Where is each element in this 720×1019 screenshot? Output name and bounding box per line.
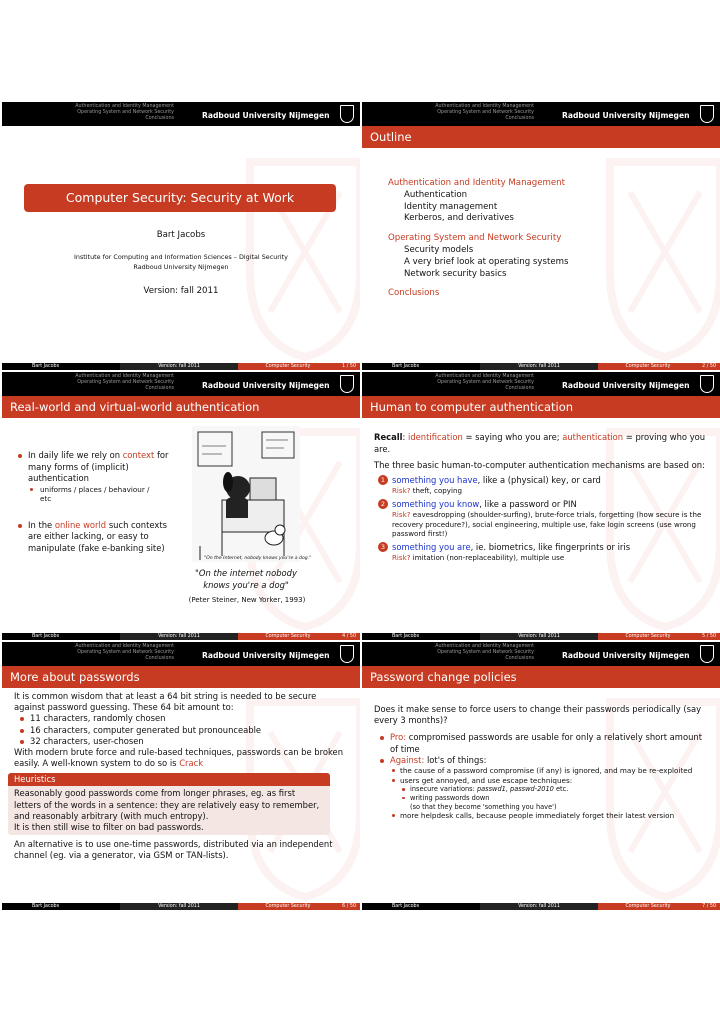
outline-item[interactable]: A very brief look at operating systems: [404, 256, 569, 267]
university-name: Radboud University Nijmegen: [202, 381, 330, 390]
slide-heading: Human to computer authentication: [362, 396, 720, 418]
footer-author: Bart Jacobs: [392, 904, 420, 909]
nav-conclusions[interactable]: Conclusions: [145, 116, 174, 122]
slide-outline: [362, 102, 720, 370]
footer-course: Computer Security: [265, 364, 311, 369]
slide-title: [2, 102, 360, 370]
institute-university: Radboud University Nijmegen: [133, 263, 229, 271]
crest-icon: [700, 375, 714, 393]
outline-item[interactable]: Security models: [404, 244, 474, 255]
mechanism-3: 3 something you are, ie. biometrics, like fingerprints or iris Risk? imitation (non-replaceability), multiple use: [374, 542, 708, 563]
otp-paragraph: An alternative is to use one-time passwords, distributed via an independent channel (eg. via a generator, via GSM or TAN-lists).: [14, 839, 333, 861]
page-number: 5 / 50: [702, 634, 716, 639]
cartoon-credit: (Peter Steiner, New Yorker, 1993): [188, 596, 306, 604]
nav-conclusions[interactable]: Conclusions: [145, 386, 174, 392]
slide-heading: Password change policies: [362, 666, 720, 688]
number-badge: 3: [378, 542, 388, 552]
slide-footer: [2, 903, 360, 910]
footer-course: Computer Security: [625, 634, 671, 639]
footer-author: Bart Jacobs: [392, 634, 420, 639]
nav-os[interactable]: Operating System and Network Security: [437, 110, 534, 116]
outline-item[interactable]: Network security basics: [404, 268, 507, 279]
list-item: In daily life we rely on context for many forms of (implicit) authentication: [12, 450, 172, 485]
section-nav: [14, 644, 174, 663]
nav-auth[interactable]: Authentication and Identity Management: [75, 374, 174, 379]
footer-author: Bart Jacobs: [32, 634, 60, 639]
footer-version: Version: fall 2011: [518, 634, 560, 639]
footer-course: Computer Security: [625, 364, 671, 369]
nav-conclusions[interactable]: Conclusions: [505, 386, 534, 392]
slide-footer: [2, 633, 360, 640]
crack-paragraph: With modern brute force and rule-based techniques, passwords can be broken easily. A well-known system to do so is Crack: [14, 747, 344, 769]
crest-icon: [700, 105, 714, 123]
outline-section-auth[interactable]: Authentication and Identity Management: [388, 178, 565, 188]
list-item: Pro: compromised passwords are usable for only a relatively short amount of time: [374, 732, 708, 754]
slide-body: [362, 688, 720, 821]
slide-footer: [2, 363, 360, 370]
university-name: Radboud University Nijmegen: [562, 111, 690, 120]
slide-more-passwords: [2, 642, 360, 910]
number-badge: 2: [378, 499, 388, 509]
section-nav: [374, 374, 534, 393]
mechanism-2: 2 something you know, like a password or PIN Risk? eavesdropping (shoulder-surfing), brute-force trials, forgetting (how secure is the recovery procedure?), social engineering, multiple use, fake login screens (use wrong password first!): [374, 499, 708, 539]
version: Version: fall 2011: [143, 286, 219, 296]
footer-author: Bart Jacobs: [32, 364, 60, 369]
page-number: 6 / 50: [342, 904, 356, 909]
slide-footer: [362, 903, 720, 910]
title-box: Computer Security: Security at Work: [24, 184, 336, 212]
box-title: Heuristics: [8, 773, 330, 786]
question: Does it make sense to force users to change their passwords periodically (say every 3 months)?: [374, 704, 702, 726]
slide-header: [2, 372, 360, 396]
nav-os[interactable]: Operating System and Network Security: [77, 380, 174, 386]
list-item: users get annoyed, and use escape techniques:: [374, 776, 708, 786]
slide-body: [2, 688, 360, 862]
left-column: [12, 450, 172, 554]
list-item: more helpdesk calls, because people immediately forget their latest version: [374, 811, 708, 821]
crest-icon: [340, 375, 354, 393]
section-nav: [14, 104, 174, 123]
outline-section-conclusions[interactable]: Conclusions: [388, 288, 440, 299]
nav-conclusions[interactable]: Conclusions: [145, 656, 174, 662]
section-nav: [374, 644, 534, 663]
outline-item[interactable]: Kerberos, and derivatives: [404, 213, 514, 224]
recall-paragraph: Recall: identification = saying who you are; authentication = proving who you are.: [374, 432, 706, 454]
slide-body: [362, 418, 720, 563]
heuristics-box: Heuristics Reasonably good passwords come from longer phrases, eg. as first letters of the words in a sentence: they are relatively easy to remember, and reasonably arbitrary (with much entropy). It is then still wise to filter on bad passwords.: [8, 773, 330, 835]
footer-author: Bart Jacobs: [32, 904, 60, 909]
slide-human-computer-auth: [362, 372, 720, 640]
slide-header: [362, 102, 720, 126]
list-item: the cause of a password compromise (if any) is ignored, and may be re-exploited: [374, 766, 708, 776]
footer-course: Computer Security: [265, 634, 311, 639]
dog-cartoon-image: [192, 426, 300, 562]
list-item: insecure variations: passwd1, passwd-2010 etc.: [374, 785, 708, 794]
footer-course: Computer Security: [625, 904, 671, 909]
outline-section-os[interactable]: Operating System and Network Security: [388, 233, 562, 244]
list-item: uniforms / places / behaviour / etc: [12, 485, 152, 504]
outline-item[interactable]: Identity management: [404, 201, 498, 212]
list-item: 16 characters, computer generated but pronounceable: [14, 725, 348, 736]
footer-author: Bart Jacobs: [392, 364, 420, 369]
nav-os[interactable]: Operating System and Network Security: [437, 380, 534, 386]
slide-footer: [362, 633, 720, 640]
intro-paragraph: The three basic human-to-computer authentication mechanisms are based on:: [374, 460, 705, 470]
page-number: 7 / 50: [702, 904, 716, 909]
university-name: Radboud University Nijmegen: [202, 111, 330, 120]
slide-header: [2, 102, 360, 126]
slide-heading: More about passwords: [2, 666, 360, 688]
nav-auth[interactable]: Authentication and Identity Management: [75, 104, 174, 109]
nav-auth[interactable]: Authentication and Identity Management: [435, 104, 534, 109]
footer-course: Computer Security: [265, 904, 311, 909]
page-number: 2 / 50: [702, 364, 716, 369]
mechanism-1: 1 something you have, like a (physical) key, or card Risk? theft, copying: [374, 475, 708, 496]
outline-item[interactable]: Authentication: [404, 189, 468, 200]
list-item: 11 characters, randomly chosen: [14, 713, 348, 724]
slide-real-virtual-auth: [2, 372, 360, 640]
crest-icon: [340, 645, 354, 663]
slide-heading: Outline: [362, 126, 720, 148]
footer-version: Version: fall 2011: [518, 364, 560, 369]
nav-auth[interactable]: Authentication and Identity Management: [75, 644, 174, 649]
nav-os[interactable]: Operating System and Network Security: [437, 650, 534, 656]
footer-version: Version: fall 2011: [518, 904, 560, 909]
crest-icon: [340, 105, 354, 123]
outline-list: [388, 178, 568, 300]
footer-version: Version: fall 2011: [158, 904, 200, 909]
list-item: In the online world such contexts are either lacking, or easy to manipulate (fake e-banking site): [12, 520, 172, 555]
intro-paragraph: It is common wisdom that at least a 64 bit string is needed to be secure against password guessing. These 64 bit amount to:: [14, 691, 317, 713]
cartoon-quote: "On the internet nobody knows you're a dog": [195, 568, 297, 590]
nav-auth[interactable]: Authentication and Identity Management: [435, 644, 534, 649]
list-item: 32 characters, user-chosen: [14, 736, 348, 747]
university-name: Radboud University Nijmegen: [202, 651, 330, 660]
nav-auth[interactable]: Authentication and Identity Management: [435, 374, 534, 379]
page-number: 1 / 50: [342, 364, 356, 369]
slide-header: [362, 372, 720, 396]
nav-conclusions[interactable]: Conclusions: [505, 116, 534, 122]
list-item: Against: lot's of things:: [374, 755, 708, 766]
section-nav: [374, 104, 534, 123]
slide-header: [2, 642, 360, 666]
university-name: Radboud University Nijmegen: [562, 381, 690, 390]
nav-os[interactable]: Operating System and Network Security: [77, 110, 174, 116]
institute: Institute for Computing and Information Sciences – Digital Security: [74, 253, 288, 261]
cartoon-caption: "On the Internet, nobody knows you're a dog.": [204, 556, 312, 561]
section-nav: [14, 374, 174, 393]
slide-footer: [362, 363, 720, 370]
nav-conclusions[interactable]: Conclusions: [505, 656, 534, 662]
nav-os[interactable]: Operating System and Network Security: [77, 650, 174, 656]
crest-icon: [700, 645, 714, 663]
page-number: 4 / 50: [342, 634, 356, 639]
list-item: writing passwords down (so that they become 'something you have'): [374, 794, 708, 812]
footer-version: Version: fall 2011: [158, 364, 200, 369]
author: Bart Jacobs: [156, 230, 206, 240]
slide-password-change: [362, 642, 720, 910]
number-badge: 1: [378, 475, 388, 485]
university-name: Radboud University Nijmegen: [562, 651, 690, 660]
slide-heading: Real-world and virtual-world authentication: [2, 396, 360, 418]
footer-version: Version: fall 2011: [158, 634, 200, 639]
slide-header: [362, 642, 720, 666]
watermark-icon: [600, 152, 720, 362]
